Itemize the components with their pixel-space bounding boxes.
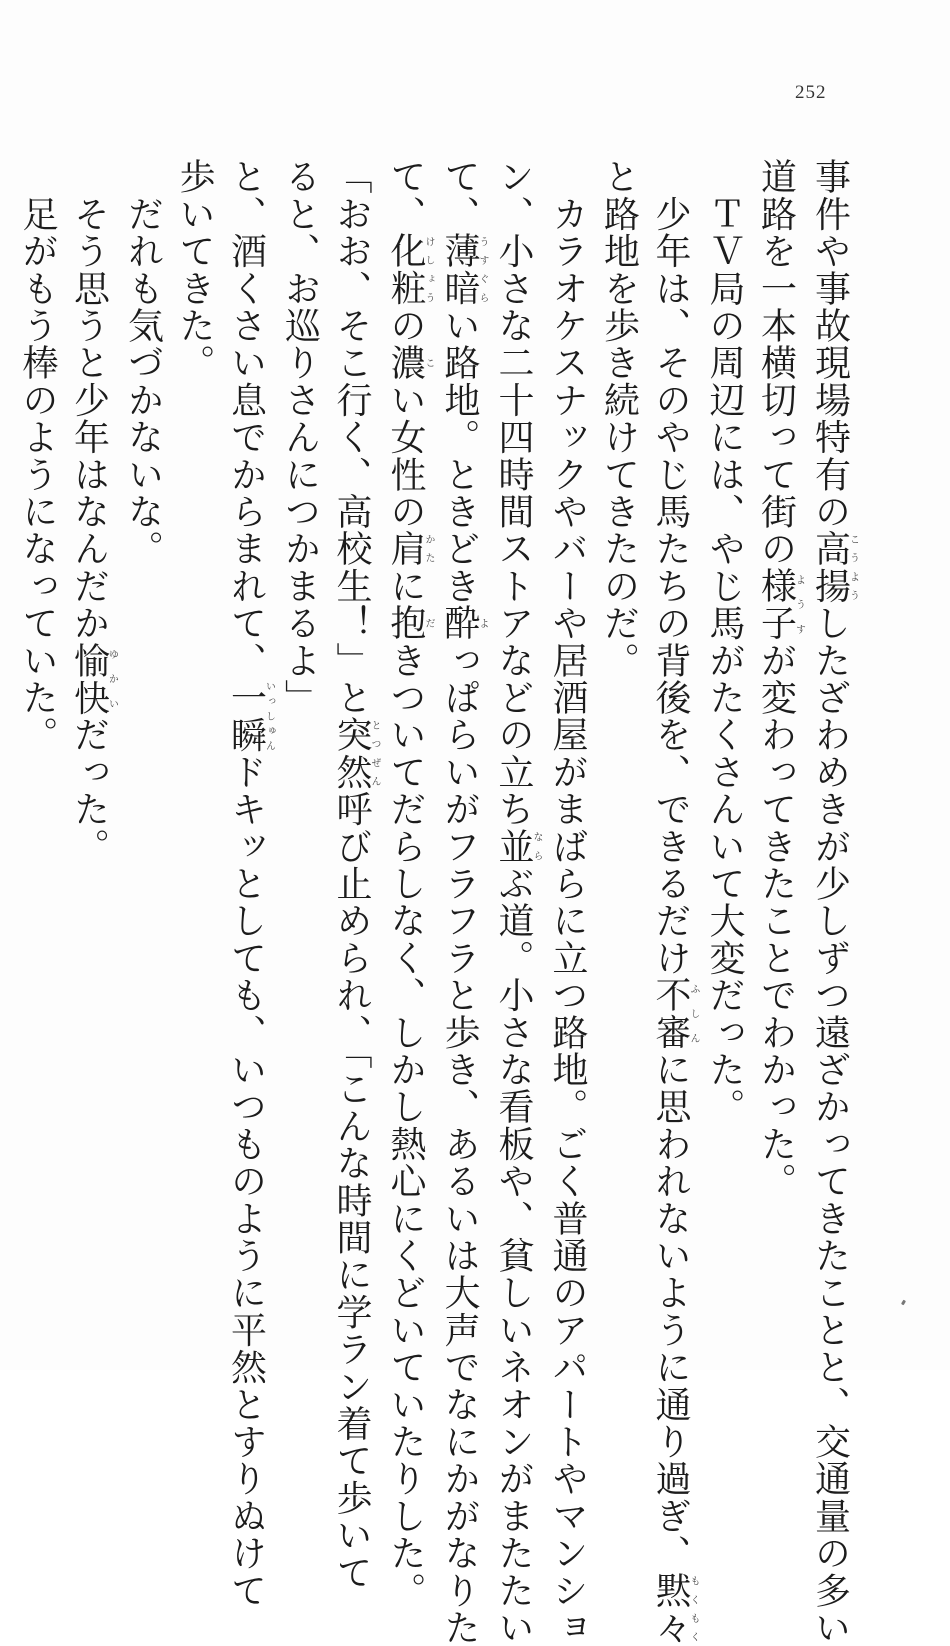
text-segment: きついてだらしなく、しかし熱心にくどいていたりした。 — [385, 641, 426, 1609]
ruby-reading: こうよう — [847, 530, 859, 605]
text-line — [117, 158, 169, 1298]
ruby-annotation — [493, 827, 542, 865]
ruby-base: 黙々 — [650, 1571, 691, 1646]
ruby-reading: とつぜん — [369, 716, 380, 791]
text-segment: っぱらいがフラフラと歩き、あるいは大声でなにかがなりた — [439, 641, 480, 1646]
ruby-annotation — [809, 530, 859, 605]
text-line — [169, 158, 221, 1298]
ruby-reading: かた — [423, 530, 434, 568]
ruby-annotation — [385, 232, 434, 307]
text-segment: ぶ道。小さな看板や、貧しいネオンがまたたい — [493, 864, 534, 1646]
text-line — [63, 158, 117, 1298]
text-segment: 足がもう棒のようになっていた。 — [17, 158, 58, 754]
ruby-reading: なら — [531, 827, 542, 865]
ruby-base: 様子 — [755, 567, 797, 642]
text-line — [593, 158, 645, 1298]
ruby-base: 高揚 — [809, 530, 851, 605]
text-segment: 歩いてきた。 — [174, 158, 215, 382]
text-segment: ン、小さな二十四時間ストアなどの立ち — [493, 158, 534, 828]
ruby-annotation — [385, 604, 434, 642]
text-line — [699, 158, 751, 1298]
text-segment: ＴＶ局の周辺には、やじ馬がたくさんいて大変だった。 — [704, 158, 745, 1126]
ruby-reading: いっしゅん — [263, 678, 275, 754]
text-segment: い路地。ときどき — [439, 306, 480, 605]
text-segment: が変わってきたことでわかった。 — [755, 641, 797, 1200]
text-segment: したざわめきが少しずつ遠ざかってきたことと、交通量の多い — [809, 604, 851, 1646]
text-line — [380, 158, 434, 1609]
ruby-reading: だ — [423, 604, 434, 642]
text-segment: だった。 — [68, 716, 110, 865]
ruby-base: 濃 — [385, 344, 426, 382]
text-segment: と路地を歩き続けてきたのだ。 — [598, 158, 640, 679]
ruby-annotation — [755, 567, 805, 642]
ruby-base: 抱 — [385, 604, 426, 642]
ruby-annotation — [385, 530, 434, 568]
ruby-reading: ゆかい — [106, 641, 118, 716]
ruby-annotation — [650, 1571, 699, 1646]
paper-speck — [901, 1300, 906, 1306]
text-segment: ると、お巡りさんにつかまるよ」 — [279, 158, 321, 716]
text-line — [542, 158, 594, 1646]
ruby-base: 酔 — [439, 604, 480, 642]
ruby-base: 一瞬 — [225, 678, 267, 754]
text-line — [434, 158, 488, 1646]
ruby-base: 愉快 — [68, 641, 110, 717]
ruby-reading: こ — [423, 344, 434, 382]
text-segment: カラオケスナックやバーや居酒屋がまばらに立つ路地。ごく普通のアパートやマンショ — [547, 158, 588, 1646]
text-segment: 事件や事故現場特有の — [809, 158, 851, 530]
ruby-reading: よ — [477, 604, 488, 642]
ruby-reading: もくもく — [688, 1571, 699, 1646]
text-segment: 呼び止められ、「こんな時間に学ラン着て歩いて — [331, 790, 372, 1591]
text-line — [488, 158, 542, 1646]
text-line — [12, 158, 64, 1298]
ruby-annotation — [68, 641, 118, 717]
text-line — [326, 158, 380, 1591]
ruby-annotation — [439, 232, 488, 307]
text-segment: 少年は、そのやじ馬たちの背後を、できるだけ — [650, 158, 691, 977]
ruby-base: 突然 — [331, 716, 372, 791]
text-segment: 道路を一本横切って街の — [755, 158, 797, 568]
text-segment: て、 — [439, 158, 480, 233]
text-line — [645, 158, 699, 1646]
text-segment: と、酒くさい息でからまれて、 — [225, 158, 267, 679]
text-line — [750, 158, 804, 1298]
text-segment: い女性の — [385, 381, 426, 531]
text-segment: だれも気づかないな。 — [122, 158, 164, 568]
text-line — [804, 158, 859, 1646]
ruby-reading: ふしん — [688, 976, 699, 1051]
ruby-reading: うすぐら — [477, 232, 488, 307]
ruby-annotation — [439, 604, 488, 642]
ruby-annotation — [331, 716, 380, 791]
text-segment: 「おお、そこ行く、高校生！」と — [331, 158, 372, 716]
text-segment: に — [385, 567, 426, 605]
ruby-annotation — [225, 678, 275, 754]
text-segment: て、 — [385, 158, 426, 233]
ruby-annotation — [385, 344, 434, 382]
ruby-base: 不審 — [650, 976, 691, 1051]
text-line — [220, 158, 275, 1609]
ruby-base: 化粧 — [385, 232, 426, 307]
ruby-base: 肩 — [385, 530, 426, 568]
ruby-reading: ようす — [793, 567, 805, 642]
text-segment: に思われないように通り過ぎ、 — [650, 1050, 691, 1572]
page-number: 252 — [795, 82, 827, 103]
ruby-base: 薄暗 — [439, 232, 480, 307]
text-segment: そう思うと少年はなんだか — [68, 158, 110, 642]
ruby-base: 並 — [493, 827, 534, 865]
text-line — [274, 158, 326, 1298]
ruby-annotation — [650, 976, 699, 1051]
text-segment: ドキッとしても、いつものように平然とすりぬけて — [225, 753, 267, 1609]
text-segment: の — [385, 306, 426, 345]
body-text — [12, 158, 859, 1646]
ruby-reading: けしょう — [423, 232, 434, 307]
